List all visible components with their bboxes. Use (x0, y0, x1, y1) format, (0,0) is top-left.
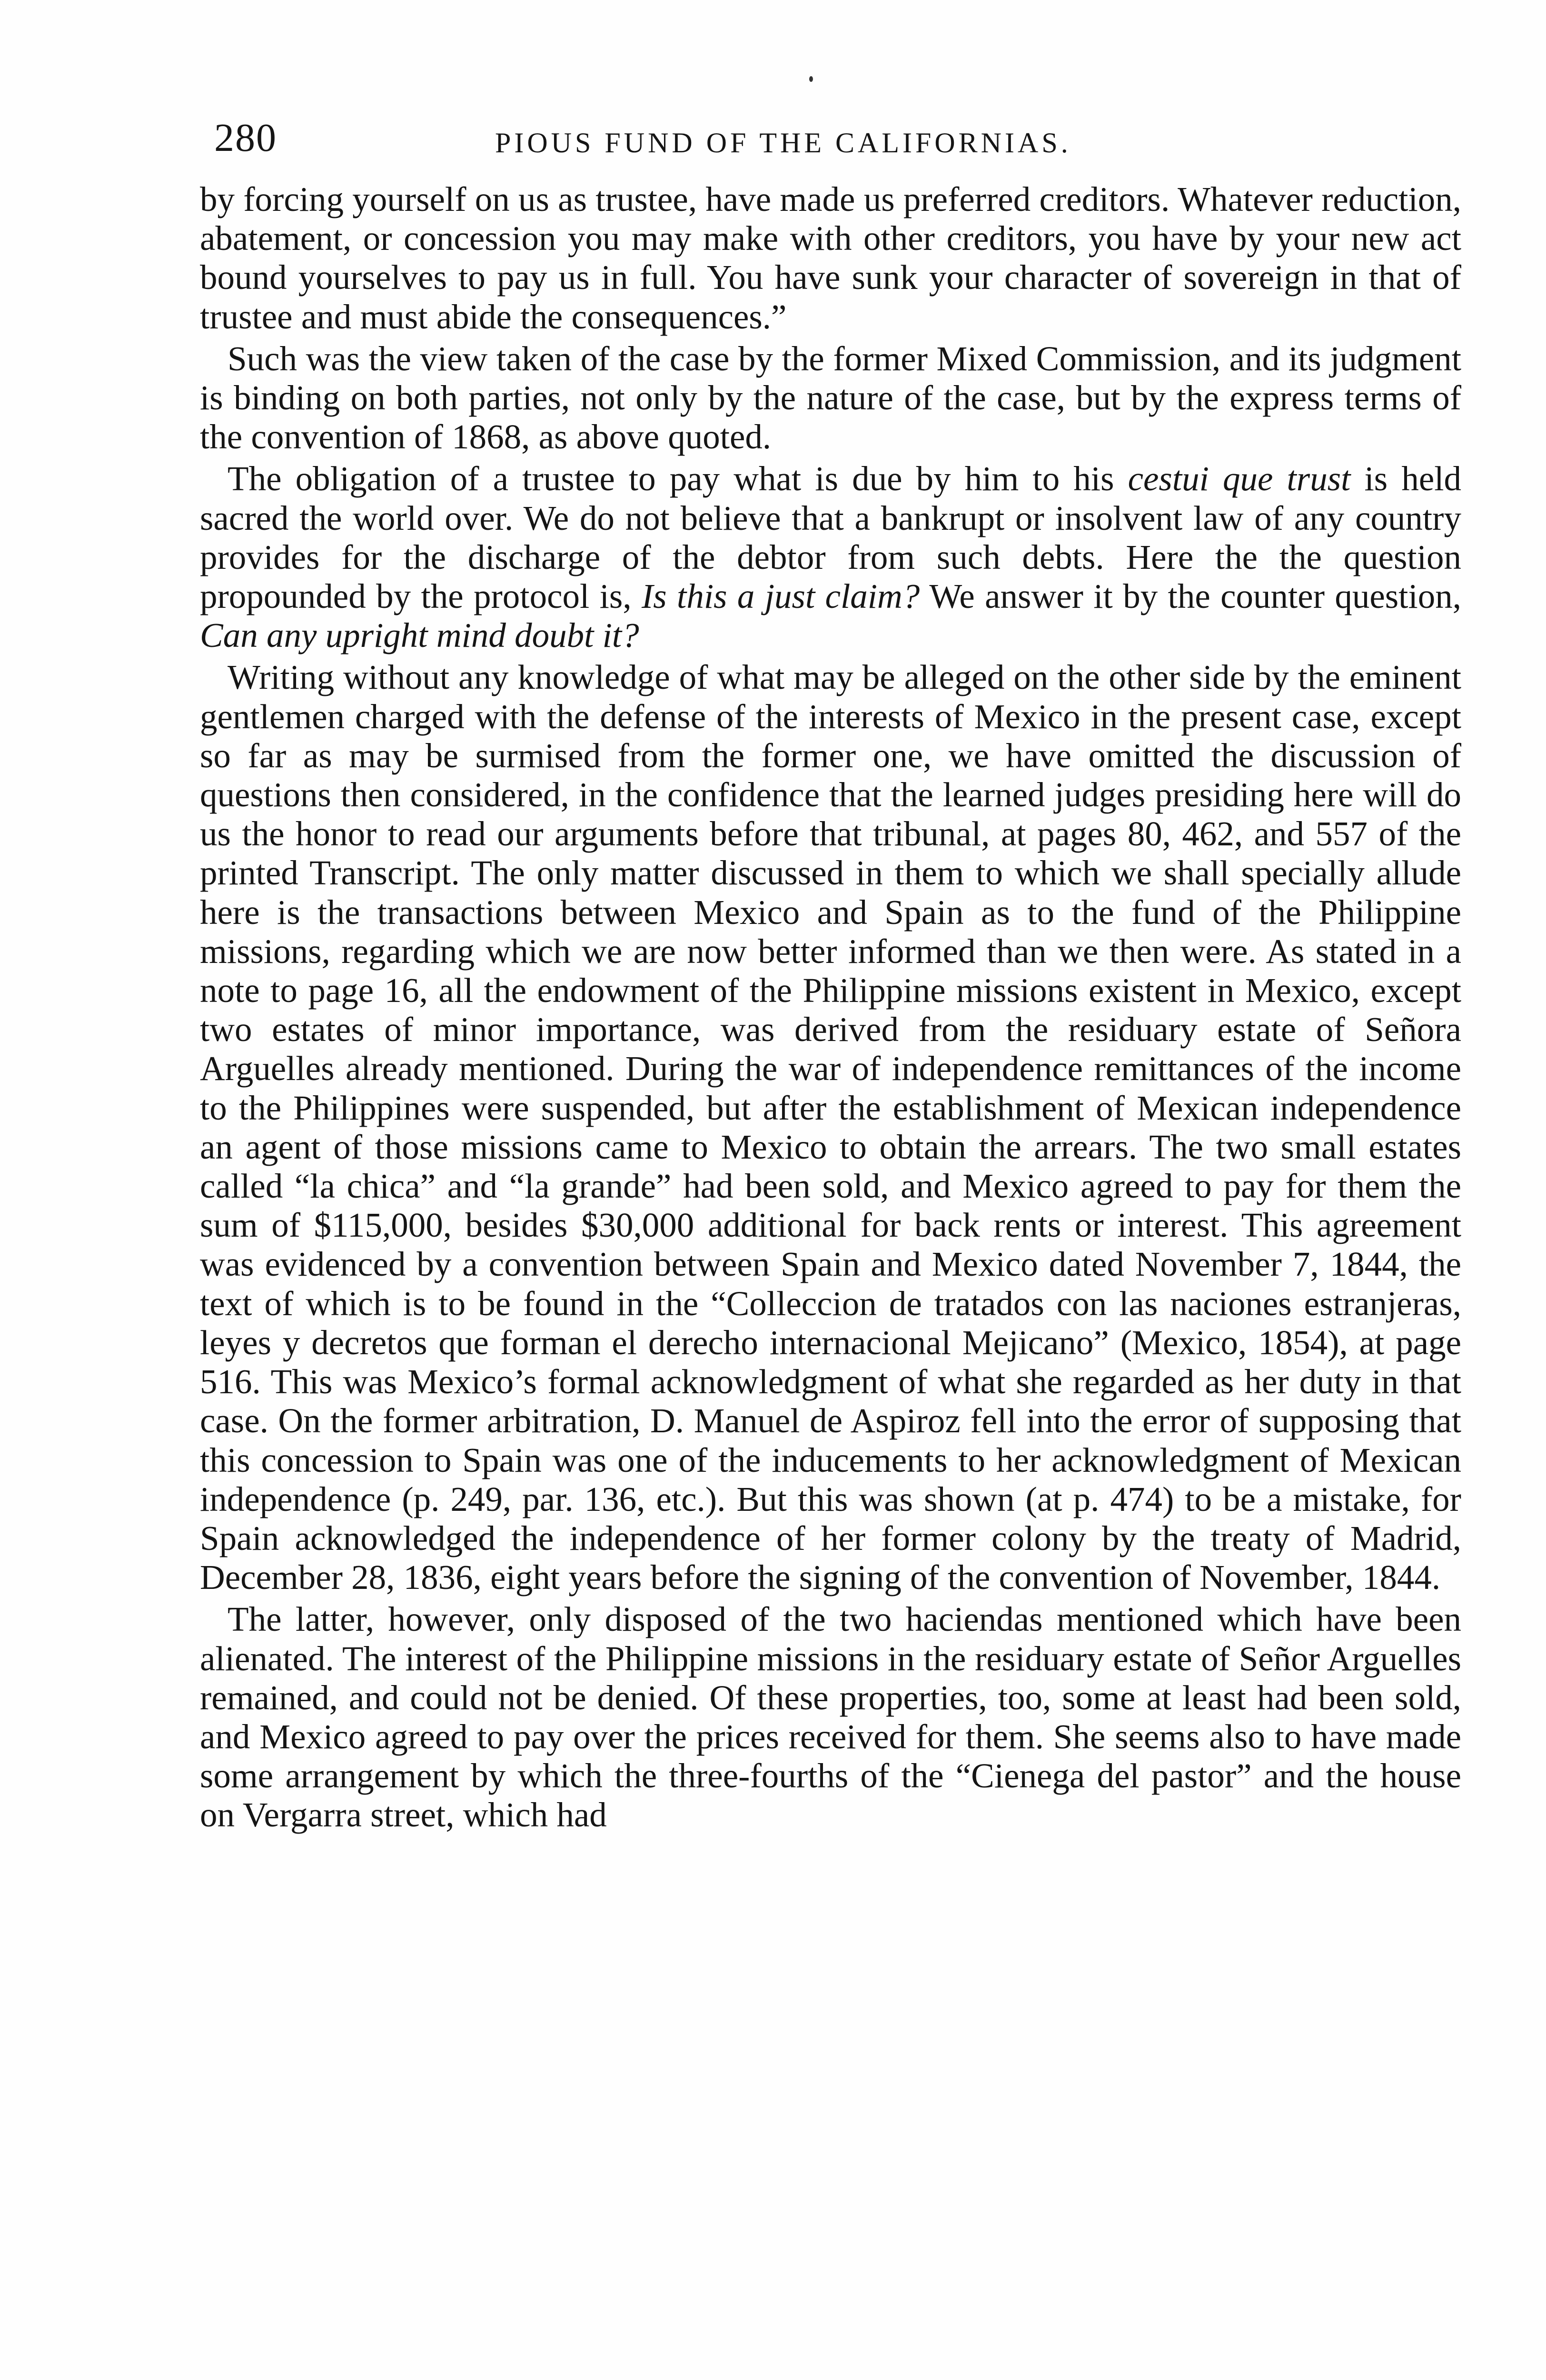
paragraph (200, 180, 1461, 337)
text-run: Such was the view taken of the case by the former Mixed Commission, and its judgment is binding on both parties, not only by the nature of the case, but by the express terms of the convention of 1868, as above quoted. (200, 339, 1461, 456)
paragraph (200, 339, 1461, 457)
text-run: The obligation of a trustee to pay what is due by him to his (228, 459, 1128, 498)
italic-text: Is this a just claim? (641, 577, 920, 616)
running-title: PIOUS FUND OF THE CALIFORNIAS. (495, 127, 1071, 159)
text-run: We answer it by the counter question, (920, 577, 1461, 616)
text-run: by forcing yourself on us as trustee, have made us preferred creditors. Whatever reduction, abatement, or concession you may make with other creditors, you have by your new act bound yourselves to pay us in full. You have sunk your character of sovereign in that of trustee and must abide the consequences.” (200, 180, 1461, 336)
body-text (200, 180, 1461, 2380)
page-number: 280 (214, 116, 277, 160)
text-run: is held sacred the world over. We do not believe that a bankrupt or insolvent law of any country provides for the discharge of the debtor from such debts. Here the the question propounded by the protocol is, (200, 459, 1461, 616)
italic-text: Can any upright mind doubt it? (200, 616, 639, 655)
italic-text: cestui que trust (1128, 459, 1351, 498)
paragraph (200, 459, 1461, 655)
text-run: Writing without any knowledge of what may be alleged on the other side by the eminent gentlemen charged with the defense of the interests of Mexico in the present case, except so far as may be surmised from the former one, we have omitted the discussion of questions then considered, in the confidence that the learned judges presiding here will do us the honor to read our arguments before that tribunal, at pages 80, 462, and 557 of the printed Transcript. The only matter discussed in them to which we shall specially allude here is the transactions between Mexico and Spain as to the fund of the Philippine missions, regarding which we are now better informed than we then were. As stated in a note to page 16, all the endowment of the Philippine missions existent in Mexico, except two estates of minor importance, was derived from the residuary estate of Señora Arguelles already mentioned. During the war of independence remittances of the income to the Philippines were suspended, but after the establishment of Mexican independence an agent of those missions came to Mexico to obtain the arrears. The two small estates called “la chica” and “la grande” had been sold, and Mexico agreed to pay for them the sum of $115,000, besides $30,000 additional for back rents or interest. This agreement was evidenced by a convention between Spain and Mexico dated November 7, 1844, the text of which is to be found in the “Colleccion de tratados con las naciones estranjeras, leyes y decretos que forman el derecho internacional Mejicano” (Mexico, 1854), at page 516. This was Mexico’s formal acknowledgment of what she regarded as her duty in that case. On the former arbitration, D. Manuel de Aspiroz fell into the error of supposing that this concession to Spain was one of the inducements to her acknowledgment of Mexican independence (p. 249, par. 136, etc.). But this was shown (at p. 474) to be a mistake, for Spain acknowledged the independence of her former colony by the treaty of Madrid, December 28, 1836, eight years before the signing of the convention of November, 1844. (200, 658, 1461, 1597)
text-run: The latter, however, only disposed of the two haciendas mentioned which have been alienated. The interest of the Philippine missions in the residuary estate of Señor Arguelles remained, and could not be denied. Of these properties, too, some at least had been sold, and Mexico agreed to pay over the prices received for them. She seems also to have made some arrangement by which the three-fourths of the “Cienega del pastor” and the house on Vergarra street, which had (200, 1600, 1461, 1835)
print-speck (809, 76, 813, 82)
page-header (214, 112, 1461, 164)
paragraph (200, 1600, 1461, 1835)
paragraph (200, 658, 1461, 1597)
